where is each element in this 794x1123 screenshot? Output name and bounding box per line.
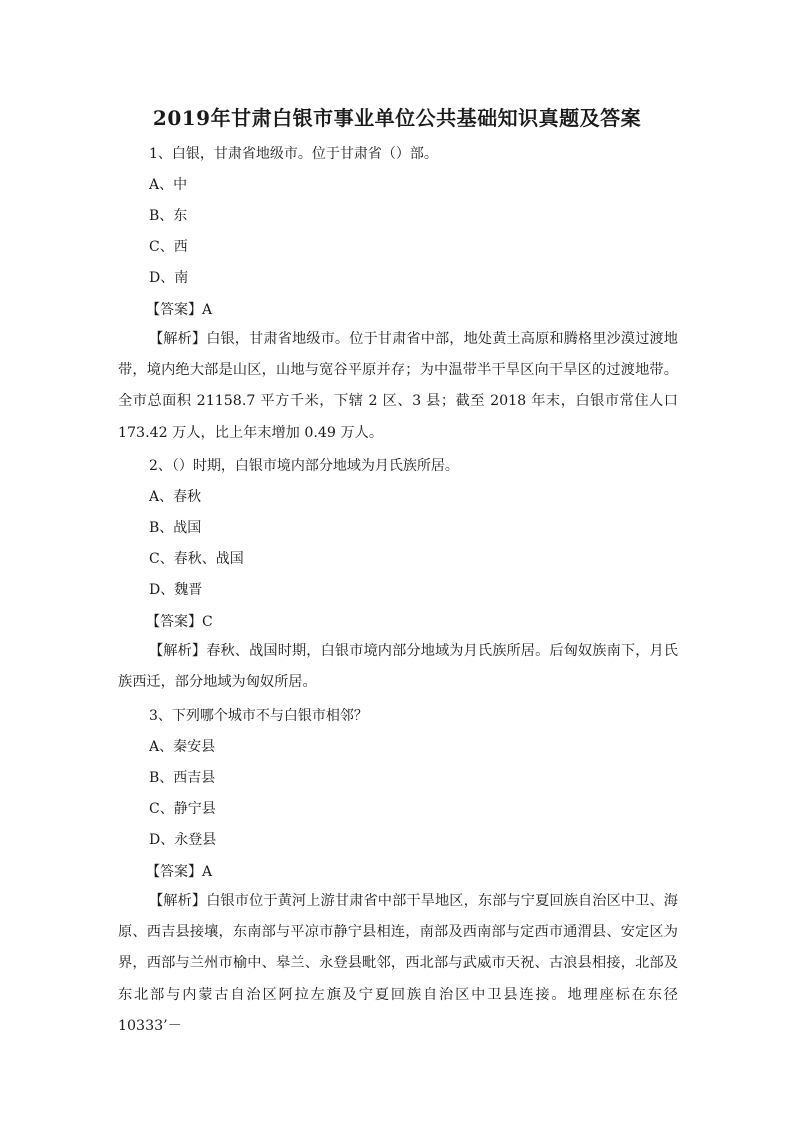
question-2-option-b: B、战国	[149, 520, 202, 536]
question-2-option-c: C、春秋、战国	[149, 551, 244, 567]
question-3-analysis	[118, 886, 678, 1042]
question-3-option-a: A、秦安县	[149, 739, 216, 755]
answer-value: C	[202, 614, 213, 630]
answer-value: A	[202, 302, 213, 318]
question-3-answer	[146, 862, 212, 882]
analysis-label: 【解析】	[149, 643, 207, 659]
answer-label: 【答案】	[146, 302, 202, 318]
question-1-option-d: D、南	[149, 270, 189, 286]
analysis-text: 白银，甘肃省地级市。位于甘肃省中部，地处黄土高原和腾格里沙漠过渡地带，境内绝大部是山区，山地与宽谷平原并存；为中温带半干旱区向干旱区的过渡地带。全市总面积 21158.7 平方千米，下辖 2 区、3 县；截至 2018 年末，白银市常住人口 173.42 万人，比上年末增加 0.49 万人。	[118, 331, 678, 441]
question-2-stem: 2、（）时期，白银市境内部分地域为月氏族所居。	[149, 458, 459, 474]
question-2-option-a: A、春秋	[149, 489, 202, 505]
question-3-option-c: C、静宁县	[149, 801, 216, 817]
question-3-option-d: D、永登县	[149, 832, 217, 848]
question-3-option-b: B、西吉县	[149, 770, 216, 786]
analysis-label: 【解析】	[149, 331, 207, 347]
question-3-stem: 3、下列哪个城市不与白银市相邻？	[149, 708, 368, 724]
question-1-option-a: A、中	[149, 177, 188, 193]
answer-value: A	[202, 864, 213, 880]
analysis-label: 【解析】	[149, 893, 207, 909]
question-2-answer	[146, 612, 213, 632]
page-title: 2019年甘肃白银市事业单位公共基础知识真题及答案	[152, 106, 642, 130]
analysis-text: 春秋、战国时期，白银市境内部分地域为月氏族所居。后匈奴族南下，月氏族西迁，部分地域为匈奴所居。	[118, 643, 678, 691]
question-1-stem: 1、白银，甘肃省地级市。位于甘肃省（）部。	[149, 146, 438, 162]
question-1-answer	[146, 300, 212, 320]
question-1-analysis	[118, 324, 678, 449]
question-1-option-b: B、东	[149, 208, 188, 224]
question-1-option-c: C、西	[149, 239, 188, 255]
analysis-text: 白银市位于黄河上游甘肃省中部干旱地区，东部与宁夏回族自治区中卫、海原、西吉县接壤，东南部与平凉市静宁县相连，南部及西南部与定西市通渭县、安定区为界，西部与兰州市榆中、皋兰、永登县毗邻，西北部与武威市天祝、古浪县相接，北部及东北部与内蒙古自治区阿拉左旗及宁夏回族自治区中卫县连接。地理座标在东径 10333’－	[118, 893, 678, 1034]
question-2-option-d: D、魏晋	[149, 582, 203, 598]
answer-label: 【答案】	[146, 614, 202, 630]
answer-label: 【答案】	[146, 864, 202, 880]
question-2-analysis	[118, 636, 678, 698]
